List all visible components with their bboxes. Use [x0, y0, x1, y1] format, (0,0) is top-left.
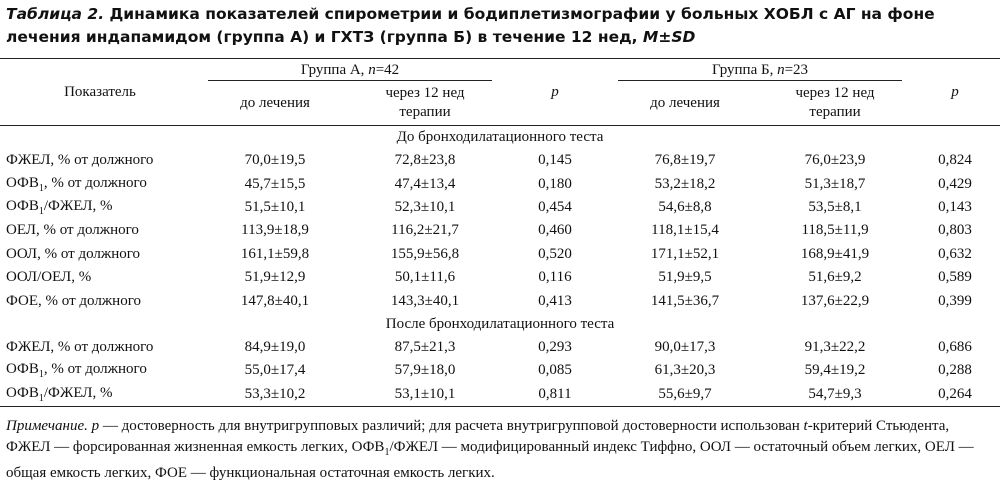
cell-a-before: 147,8±40,1 — [240, 292, 310, 309]
cell-pb: 0,686 — [938, 338, 972, 355]
cell-b-after: 59,4±19,2 — [804, 362, 866, 379]
cell-a-after: 53,1±10,1 — [350, 383, 500, 407]
cell-a-after: 72,8±23,8 — [394, 152, 456, 169]
header-group-a: Группа А, n=42 — [200, 59, 500, 82]
data-table — [0, 58, 1000, 407]
cell-a-after: 155,9±56,8 — [390, 245, 460, 262]
cell-pb: 0,288 — [938, 362, 972, 379]
cell-pb: 0,824 — [938, 152, 972, 169]
header-row-groups — [0, 59, 1000, 82]
table-row — [0, 336, 1000, 359]
table-row — [0, 359, 1000, 382]
header-p-b: p — [910, 59, 1000, 126]
cell-pa: 0,413 — [538, 292, 572, 309]
table-note: Примечание. p — достоверность для внутригрупповых различий; для расчета внутригрупповой достоверности использован t-критерий Стьюдента, ФЖЕЛ — форсированная жизненная емкость легких, $ОФВ_1$/ФЖЕЛ — модифицированный индекс Тиффно, ООЛ — остаточный объем легких, ОЕЛ — общая емкость легких, ФОЕ — функциональная остаточная емкость легких. — [6, 418, 974, 481]
cell-a-before: 53,3±10,2 — [200, 383, 350, 407]
cell-a-after: 57,9±18,0 — [394, 362, 456, 379]
cell-b-after: 53,5±8,1 — [808, 198, 862, 215]
cell-a-before: 55,0±17,4 — [244, 362, 306, 379]
row-label: ОЕЛ, % от должного — [6, 222, 139, 239]
cell-b-before: 51,9±9,5 — [658, 269, 712, 286]
cell-b-after: 91,3±22,2 — [804, 338, 866, 355]
table-row — [0, 243, 1000, 266]
cell-a-after: 52,3±10,1 — [394, 198, 456, 215]
cell-a-before: 45,7±15,5 — [244, 175, 306, 192]
section-header — [0, 126, 1000, 150]
cell-b-after: 51,6±9,2 — [808, 269, 862, 286]
cell-b-before: 55,6±9,7 — [610, 383, 760, 407]
header-a-before: до лечения — [200, 81, 350, 126]
cell-b-after: 76,0±23,9 — [804, 152, 866, 169]
header-indicator: Показатель — [0, 59, 200, 126]
row-label: $ОФВ_1$/ФЖЕЛ, % — [6, 197, 113, 217]
cell-b-before: 53,2±18,2 — [654, 175, 716, 192]
cell-b-before: 118,1±15,4 — [651, 222, 719, 239]
header-b-after: через 12 нед терапии — [760, 81, 910, 126]
table-row — [0, 219, 1000, 242]
header-b-before: до лечения — [610, 81, 760, 126]
note-lead: Примечание. — [6, 418, 88, 434]
row-label: $ОФВ_1$, % от должного — [6, 361, 147, 381]
table-row — [0, 266, 1000, 289]
cell-b-before: 76,8±19,7 — [654, 152, 716, 169]
cell-b-after: 168,9±41,9 — [800, 245, 870, 262]
caption-stat: M±SD — [642, 28, 696, 46]
row-label: ООЛ/ОЕЛ, % — [6, 269, 92, 286]
cell-a-after: 87,5±21,3 — [394, 338, 456, 355]
cell-pb: 0,632 — [938, 245, 972, 262]
cell-pa: 0,145 — [538, 152, 572, 169]
header-a-after: через 12 нед терапии — [350, 81, 500, 126]
cell-pa: 0,460 — [538, 222, 572, 239]
cell-b-after: 54,7±9,3 — [760, 383, 910, 407]
header-group-b: Группа Б, n=23 — [610, 59, 910, 82]
cell-pa: 0,085 — [538, 362, 572, 379]
cell-pa: 0,116 — [538, 269, 572, 286]
table-row — [0, 196, 1000, 219]
cell-b-before: 61,3±20,3 — [654, 362, 716, 379]
table-body — [0, 126, 1000, 407]
section-header — [0, 313, 1000, 336]
cell-pb: 0,399 — [938, 292, 972, 309]
cell-a-after: 47,4±13,4 — [394, 175, 456, 192]
table-row — [0, 289, 1000, 312]
cell-a-before: 51,9±12,9 — [244, 269, 306, 286]
cell-a-before: 70,0±19,5 — [244, 152, 306, 169]
cell-a-after: 116,2±21,7 — [391, 222, 459, 239]
cell-pb: 0,803 — [938, 222, 972, 239]
cell-b-before: 141,5±36,7 — [650, 292, 720, 309]
cell-pb: 0,264 — [910, 383, 1000, 407]
cell-pb: 0,429 — [938, 175, 972, 192]
cell-b-after: 137,6±22,9 — [800, 292, 870, 309]
cell-a-before: 113,9±18,9 — [241, 222, 309, 239]
caption-lead: Таблица 2. — [6, 5, 105, 23]
cell-pa: 0,293 — [538, 338, 572, 355]
table-row — [0, 172, 1000, 195]
cell-b-after: 51,3±18,7 — [804, 175, 866, 192]
cell-pa: 0,454 — [538, 198, 572, 215]
table-row — [0, 149, 1000, 172]
cell-pb: 0,143 — [938, 198, 972, 215]
cell-b-before: 54,6±8,8 — [658, 198, 712, 215]
cell-a-after: 143,3±40,1 — [390, 292, 460, 309]
cell-b-before: 90,0±17,3 — [654, 338, 716, 355]
row-label: $ОФВ_1$/ФЖЕЛ, % — [0, 383, 200, 407]
row-label: ФЖЕЛ, % от должного — [6, 152, 154, 169]
cell-pa: 0,811 — [500, 383, 610, 407]
cell-pa: 0,520 — [538, 245, 572, 262]
cell-a-after: 50,1±11,6 — [394, 269, 456, 286]
header-p-a: p — [500, 59, 610, 126]
row-label: $ОФВ_1$, % от должного — [6, 174, 147, 194]
cell-pa: 0,180 — [538, 175, 572, 192]
row-label: ООЛ, % от должного — [6, 245, 141, 262]
cell-a-before: 161,1±59,8 — [240, 245, 310, 262]
caption-text: Динамика показателей спирометрии и бодиплетизмографии у больных ХОБЛ с АГ на фоне лечения индапамидом (группа А) и ГХТЗ (группа Б) в течение 12 нед, — [6, 5, 935, 46]
cell-b-before: 171,1±52,1 — [650, 245, 720, 262]
cell-b-after: 118,5±11,9 — [801, 222, 869, 239]
cell-a-before: 51,5±10,1 — [244, 198, 306, 215]
cell-a-before: 84,9±19,0 — [244, 338, 306, 355]
section-title: До бронходилатационного теста — [396, 129, 604, 145]
section-title: После бронходилатационного теста — [385, 315, 615, 332]
table-row — [0, 383, 1000, 407]
table-caption — [6, 3, 996, 49]
row-label: ФОЕ, % от должного — [6, 292, 141, 309]
row-label: ФЖЕЛ, % от должного — [6, 338, 154, 355]
cell-pb: 0,589 — [938, 269, 972, 286]
